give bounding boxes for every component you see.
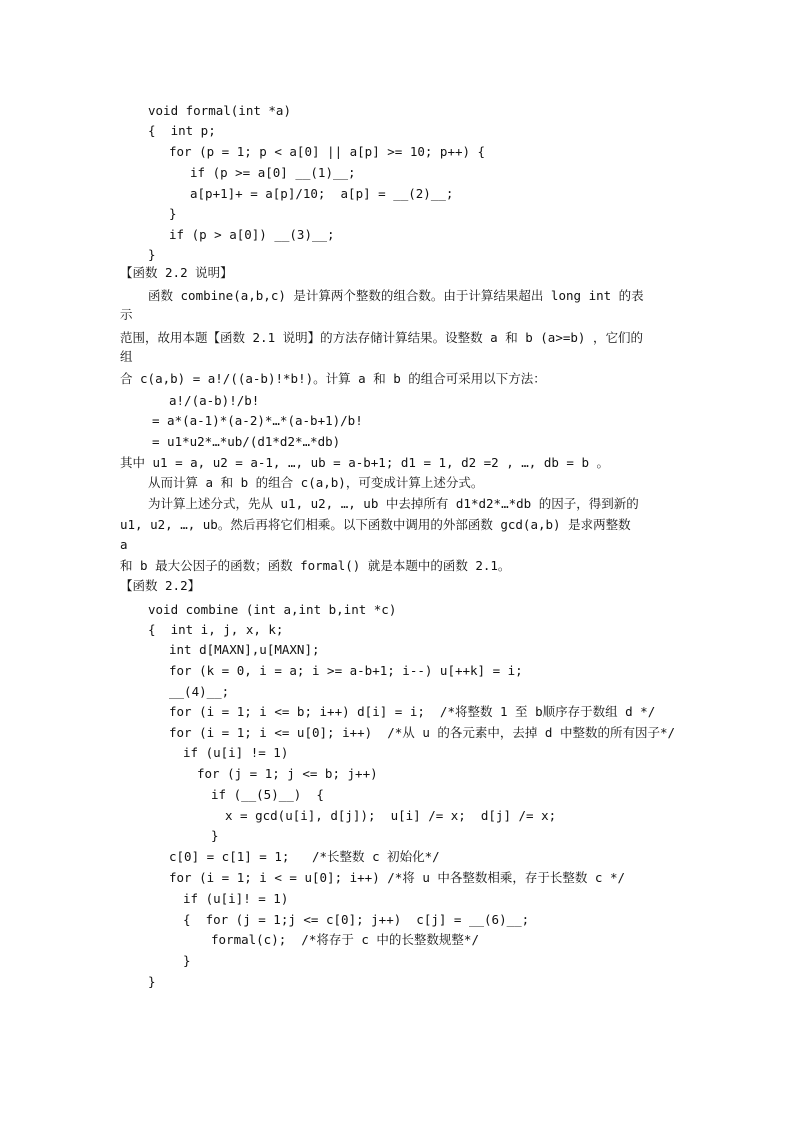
- code-line: void formal(int *a): [148, 103, 291, 118]
- formula-line: = a*(a-1)*(a-2)*…*(a-b+1)/b!: [152, 413, 363, 428]
- formula-line: a!/(a-b)!/b!: [169, 393, 260, 408]
- code-line: formal(c); /*将存于 c 中的长整数规整*/: [211, 932, 479, 947]
- paragraph-line: 其中 u1 = a, u2 = a-1, …, ub = a-b+1; d1 = 1, d2 =2 , …, db = b 。: [120, 455, 610, 470]
- code-line: if (p > a[0]) __(3)__;: [169, 227, 335, 242]
- code-line: int d[MAXN],u[MAXN];: [169, 642, 320, 657]
- code-line: a[p+1]+ = a[p]/10; a[p] = __(2)__;: [190, 186, 454, 201]
- code-line: __(4)__;: [169, 684, 230, 699]
- code-line: void combine (int a,int b,int *c): [148, 602, 397, 617]
- code-line: { int i, j, x, k;: [148, 622, 284, 637]
- code-line: c[0] = c[1] = 1; /*长整数 c 初始化*/: [169, 849, 440, 864]
- formula-line: = u1*u2*…*ub/(d1*d2*…*db): [152, 434, 341, 449]
- paragraph-line: 和 b 最大公因子的函数；函数 formal() 就是本题中的函数 2.1。: [120, 558, 511, 573]
- paragraph-line: 组: [120, 349, 133, 364]
- code-line: for (p = 1; p < a[0] || a[p] >= 10; p++) {: [169, 144, 486, 159]
- code-line: for (k = 0, i = a; i >= a-b+1; i--) u[++k] = i;: [169, 663, 523, 678]
- section-heading: 【函数 2.2 说明】: [120, 265, 233, 280]
- section-heading: 【函数 2.2】: [120, 578, 201, 593]
- code-line: }: [148, 247, 156, 262]
- code-line: if (__(5)__) {: [211, 787, 324, 802]
- code-line: for (j = 1; j <= b; j++): [197, 766, 378, 781]
- code-line: if (u[i] != 1): [183, 745, 289, 760]
- code-line: for (i = 1; i <= u[0]; i++) /*从 u 的各元素中，去掉 d 中整数的所有因子*/: [169, 725, 676, 740]
- code-line: }: [211, 828, 219, 843]
- code-line: x = gcd(u[i], d[j]); u[i] /= x; d[j] /= x;: [225, 808, 557, 823]
- paragraph-line: 范围，故用本题【函数 2.1 说明】的方法存储计算结果。设整数 a 和 b (a>=b) ，它们的: [120, 330, 643, 345]
- paragraph-line: 合 c(a,b) = a!/((a-b)!*b!)。计算 a 和 b 的组合可采用以下方法：: [120, 371, 546, 386]
- code-line: }: [183, 953, 191, 968]
- paragraph-line: 为计算上述分式，先从 u1, u2, …, ub 中去掉所有 d1*d2*…*db 的因子，得到新的: [148, 496, 639, 511]
- paragraph-line: 从而计算 a 和 b 的组合 c(a,b)，可变成计算上述分式。: [148, 475, 484, 490]
- code-line: if (p >= a[0] __(1)__;: [190, 165, 356, 180]
- code-line: for (i = 1; i <= b; i++) d[i] = i; /*将整数 1 至 b顺序存于数组 d */: [169, 704, 656, 719]
- paragraph-line: a: [120, 537, 128, 552]
- code-line: if (u[i]! = 1): [183, 891, 289, 906]
- paragraph-line: 函数 combine(a,b,c) 是计算两个整数的组合数。由于计算结果超出 long int 的表: [148, 288, 644, 303]
- code-line: for (i = 1; i < = u[0]; i++) /*将 u 中各整数相乘，存于长整数 c */: [169, 870, 626, 885]
- code-line: { int p;: [148, 123, 216, 138]
- paragraph-line: 示: [120, 307, 133, 322]
- code-line: }: [148, 974, 156, 989]
- code-line: { for (j = 1;j <= c[0]; j++) c[j] = __(6)__;: [183, 912, 530, 927]
- paragraph-line: u1, u2, …, ub。然后再将它们相乘。以下函数中调用的外部函数 gcd(a,b) 是求两整数: [120, 517, 631, 532]
- code-line: }: [169, 206, 177, 221]
